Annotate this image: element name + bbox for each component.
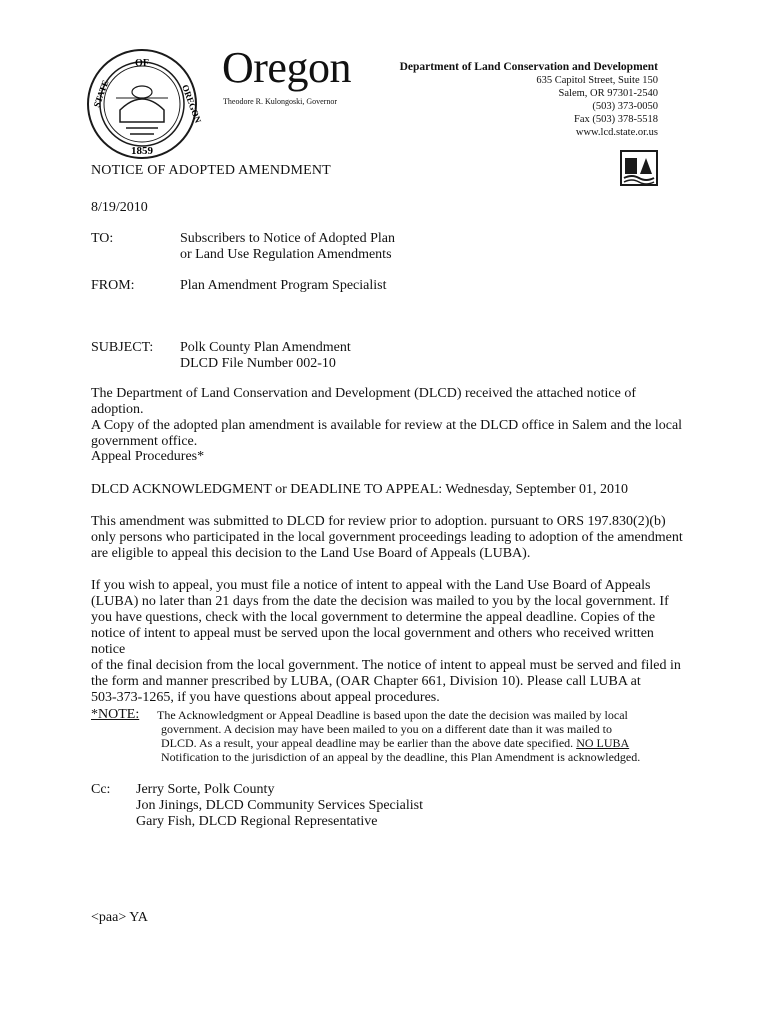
from-label: FROM: [91, 278, 135, 293]
governor-name: Theodore R. Kulongoski, Governor [223, 97, 337, 106]
svg-text:STATE: STATE [91, 78, 111, 109]
footer-initials: <paa> YA [91, 910, 148, 925]
appeal-instructions-paragraph: If you wish to appeal, you must file a notice of intent to appeal with the Land Use Board of Appeals (LUBA) no later than 21 days from the date the decision was mailed to you by the local government. If you have questions, check with the local government to determine the appeal deadline. Copies of the notice of intent to appeal must be served upon the local government and others who received written notice of the final decision from the local government. The notice of intent to appeal must be served and filed in the form and manner prescribed by LUBA, (OAR Chapter 661, Division 10). Please call LUBA at 503-373-1265, if you have questions about appeal procedures. [91, 578, 681, 705]
deadline-label: DLCD ACKNOWLEDGMENT or DEADLINE TO APPEAL: [91, 482, 443, 497]
eligibility-paragraph: This amendment was submitted to DLCD for review prior to adoption. pursuant to ORS 197.830(2)(b) only persons who participated in the local government proceedings leading to adoption of the amendment are eligible to appeal this decision to the Land Use Board of Appeals (LUBA). [91, 514, 683, 561]
cc-recipient: Gary Fish, DLCD Regional Representative [136, 814, 378, 829]
address-line: Salem, OR 97301-2540 [558, 88, 658, 99]
notice-title: NOTICE OF ADOPTED AMENDMENT [91, 163, 331, 178]
oregon-state-seal [86, 48, 204, 160]
deadline-line [91, 482, 628, 498]
svg-text:1859: 1859 [131, 145, 153, 157]
appeal-heading: Appeal Procedures* [91, 449, 205, 464]
dlcd-logo-icon [620, 150, 658, 186]
state-wordmark: Oregon [222, 43, 351, 92]
to-value: Subscribers to Notice of Adopted Plan or Land Use Regulation Amendments [180, 231, 396, 262]
from-value: Plan Amendment Program Specialist [180, 278, 387, 293]
to-label: TO: [91, 231, 114, 246]
fax-line: Fax (503) 378-5518 [574, 114, 658, 125]
cc-recipient: Jon Jinings, DLCD Community Services Specialist [136, 798, 423, 813]
cc-list [136, 782, 423, 830]
phone-line: (503) 373-0050 [592, 101, 658, 112]
department-name: Department of Land Conservation and Development [399, 61, 658, 73]
website-link[interactable]: www.lcd.state.or.us [575, 127, 658, 138]
no-luba-emphasis: NO LUBA [576, 736, 630, 750]
deadline-value: Wednesday, September 01, 2010 [445, 482, 629, 497]
note-text: The Acknowledgment or Appeal Deadline is based upon the date the decision was mailed by local government. A decision may have been mailed to you on a different date than it was mailed to DLCD. As a result, your appeal deadline may be earlier than the above date specified. NO LUBA Notification to the jurisdiction of an appeal by the deadline, this Plan Amendment is acknowledged. [157, 708, 641, 764]
subject-label: SUBJECT: [91, 340, 154, 355]
notice-date: 8/19/2010 [91, 200, 148, 215]
intro-paragraph: The Department of Land Conservation and Development (DLCD) received the attached notice of adoption. A Copy of the adopted plan amendment is available for review at the DLCD office in Salem and the local government office. [91, 386, 683, 449]
svg-text:OF: OF [135, 58, 149, 69]
address-line: 635 Capitol Street, Suite 150 [536, 75, 658, 86]
svg-text:OREGON: OREGON [180, 83, 204, 125]
department-block [400, 61, 658, 139]
subject-value: Polk County Plan Amendment DLCD File Number 002-10 [180, 340, 351, 371]
note-label: *NOTE: [91, 707, 140, 722]
cc-recipient: Jerry Sorte, Polk County [136, 782, 275, 797]
cc-label: Cc: [91, 782, 111, 797]
